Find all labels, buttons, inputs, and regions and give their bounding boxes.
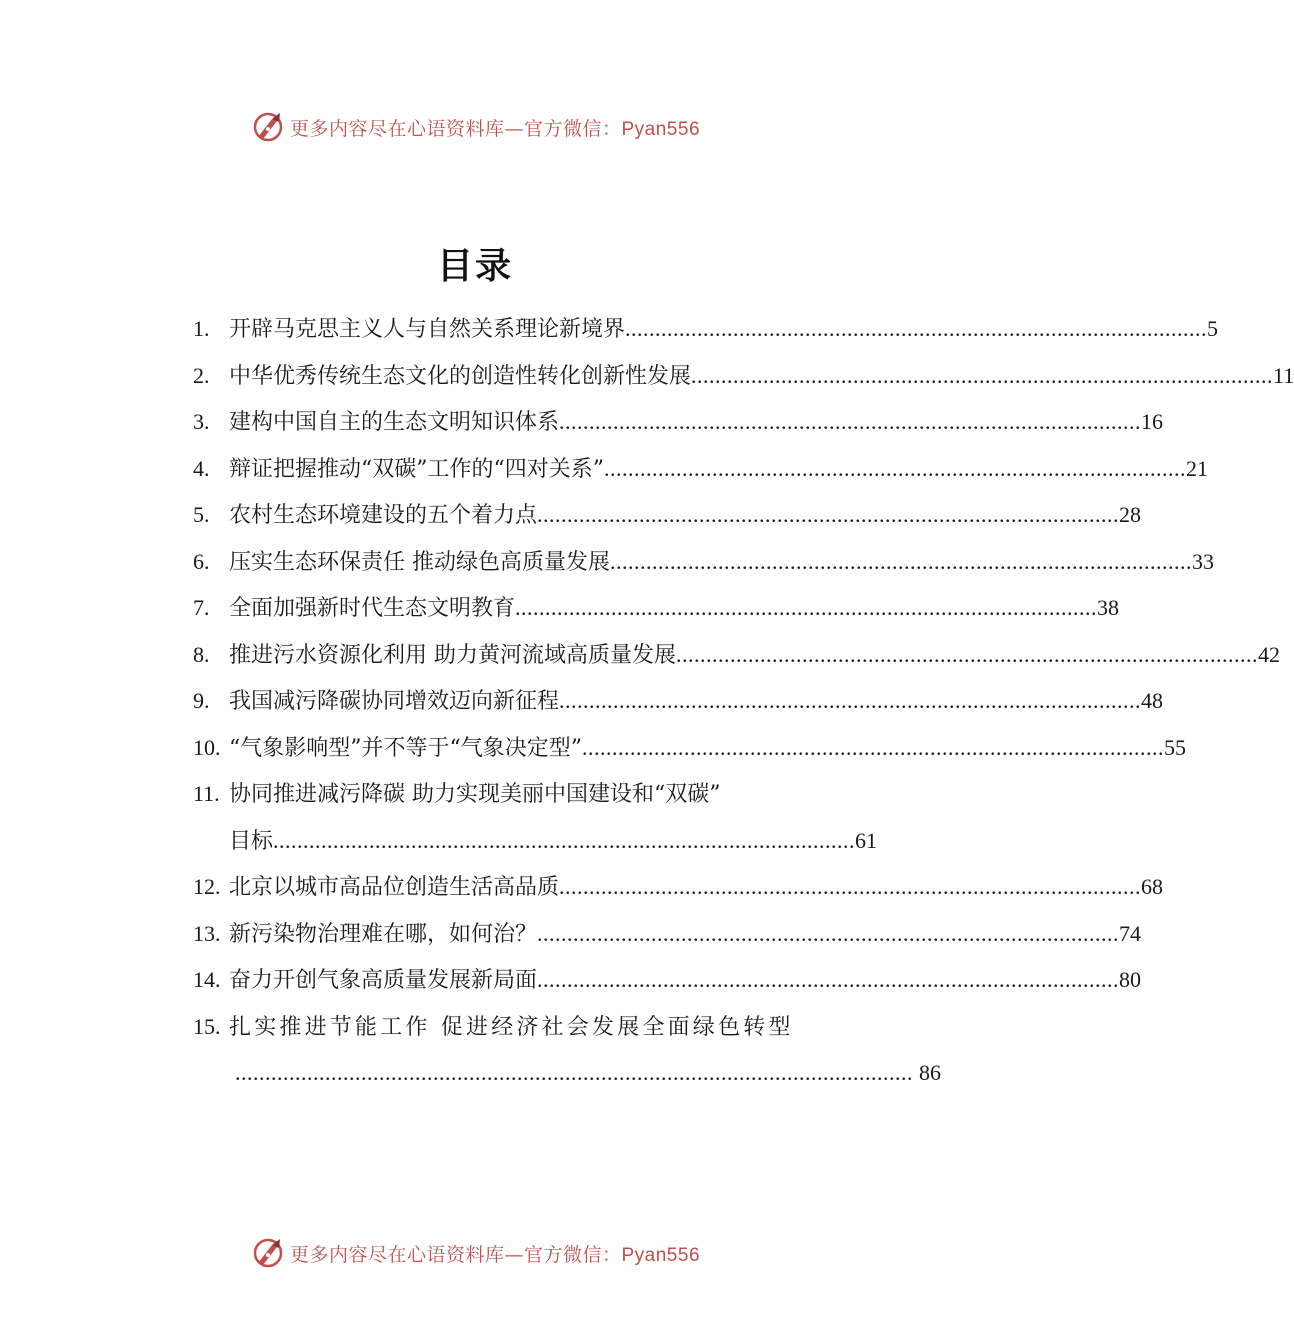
toc-leader-dots: ................................................................................................. (273, 827, 856, 853)
toc-title: 中华优秀传统生态文化的创造性转化创新性发展 (229, 363, 692, 389)
toc-leader-dots: ................................................................................................. (559, 688, 1142, 713)
toc-item-15[interactable] (193, 1004, 808, 1051)
toc-title: 农村生态环境建设的五个着力点 (229, 503, 538, 528)
toc-title: 推进污水资源化利用 助力黄河流域高质量发展 (229, 642, 676, 668)
toc-page-number: 86 (919, 1060, 941, 1085)
toc-leader-dots: ................................................................................................................. (235, 1060, 913, 1085)
toc-page-number: 42 (1258, 641, 1280, 667)
toc-page-number: 38 (1097, 595, 1120, 620)
toc-item-9[interactable] (193, 678, 1164, 725)
toc-leader-dots: ................................................................................................. (537, 967, 1120, 992)
toc-title: 协同推进减污降碳 助力实现美丽中国建设和“双碳” (229, 782, 721, 807)
toc-page-number: 80 (1119, 967, 1142, 992)
toc-item-13[interactable] (193, 911, 1142, 958)
toc-number: 3. (193, 409, 210, 434)
toc-item-10[interactable] (193, 725, 1186, 772)
toc-item-11-continued[interactable] (193, 818, 878, 865)
toc-item-15-continued[interactable] (193, 1050, 941, 1096)
banner-text: 更多内容尽在心语资料库—官方微信： (289, 1243, 622, 1266)
toc-leader-dots: ................................................................................................. (559, 409, 1142, 434)
toc-number: 14. (193, 967, 221, 992)
toc-title: 压实生态环保责任 推动绿色高质量发展 (229, 549, 610, 575)
toc-title: 扎实推进节能工作 促进经济社会发展全面绿色转型 (229, 1014, 794, 1040)
toc-title-continued: 目标 (229, 828, 274, 854)
toc-leader-dots: ................................................................................................. (559, 874, 1142, 899)
toc-item-2[interactable] (193, 353, 1294, 400)
toc-leader-dots: ................................................................................................. (676, 641, 1258, 667)
toc-number: 10. (193, 734, 221, 760)
banner-wechat-id: Pyan556 (621, 118, 701, 140)
toc-number: 12. (193, 874, 221, 899)
toc-number: 11. (193, 781, 220, 806)
toc-item-1[interactable] (193, 306, 1219, 353)
toc-page-number: 68 (1141, 874, 1164, 899)
toc-number: 13. (193, 920, 221, 946)
toc-number: 5. (193, 502, 210, 527)
toc-page-number: 16 (1141, 409, 1164, 434)
toc-page-number: 21 (1186, 455, 1208, 481)
toc-leader-dots: ................................................................................................. (610, 548, 1192, 574)
toc-leader-dots: ................................................................................................. (604, 455, 1186, 481)
toc-item-8[interactable] (193, 632, 1280, 679)
toc-number: 2. (193, 362, 210, 388)
toc-page-number: 55 (1164, 734, 1186, 760)
toc-page-number: 33 (1192, 548, 1214, 574)
toc-item-11[interactable] (193, 771, 808, 818)
toc-page-number: 48 (1141, 688, 1164, 713)
toc-title: 辩证把握推动“双碳”工作的“四对关系” (229, 456, 604, 482)
toc-item-7[interactable] (193, 585, 1120, 632)
toc-title: 奋力开创气象高质量发展新局面 (229, 968, 538, 993)
footer-watermark-banner (0, 1233, 950, 1273)
header-watermark-banner (0, 107, 950, 147)
toc-page-number: 5 (1207, 316, 1219, 341)
toc-page-number: 28 (1119, 502, 1142, 527)
toc-leader-dots: ................................................................................................. (537, 502, 1120, 527)
page-title: 目录 (436, 245, 513, 287)
toc-number: 7. (193, 595, 210, 620)
pen-nib-logo-icon (250, 1235, 286, 1271)
toc-title: 全面加强新时代生态文明教育 (229, 596, 516, 621)
toc-number: 9. (193, 688, 210, 713)
toc-number: 15. (193, 1013, 221, 1039)
toc-item-4[interactable] (193, 446, 1208, 493)
toc-leader-dots: ................................................................................................. (691, 362, 1274, 388)
toc-number: 1. (193, 316, 210, 341)
toc-title: 北京以城市高品位创造生活高品质 (229, 875, 560, 900)
toc-number: 8. (193, 641, 210, 667)
toc-item-14[interactable] (193, 957, 1142, 1004)
toc-page-number: 74 (1119, 920, 1142, 946)
toc-number: 4. (193, 455, 210, 481)
banner-wechat-id: Pyan556 (621, 1244, 701, 1266)
toc-page-number: 11 (1273, 362, 1294, 388)
toc-title: “气象影响型”并不等于“气象决定型” (229, 735, 582, 761)
toc-item-5[interactable] (193, 492, 1142, 539)
table-of-contents (193, 306, 1294, 1096)
toc-page-number: 61 (855, 827, 878, 853)
toc-title: 建构中国自主的生态文明知识体系 (229, 410, 560, 435)
banner-text: 更多内容尽在心语资料库—官方微信： (289, 117, 622, 140)
toc-leader-dots: ................................................................................................. (537, 920, 1120, 946)
toc-title: 我国减污降碳协同增效迈向新征程 (229, 689, 560, 714)
toc-item-12[interactable] (193, 864, 1164, 911)
toc-title: 开辟马克思主义人与自然关系理论新境界 (229, 317, 626, 342)
toc-leader-dots: ................................................................................................. (625, 316, 1208, 341)
toc-leader-dots: ................................................................................................. (515, 595, 1098, 620)
toc-number: 6. (193, 548, 210, 574)
pen-nib-logo-icon (250, 109, 286, 145)
toc-item-6[interactable] (193, 539, 1214, 586)
toc-leader-dots: ................................................................................................. (582, 734, 1164, 760)
toc-item-3[interactable] (193, 399, 1164, 446)
toc-title: 新污染物治理难在哪，如何治？ (229, 921, 538, 947)
